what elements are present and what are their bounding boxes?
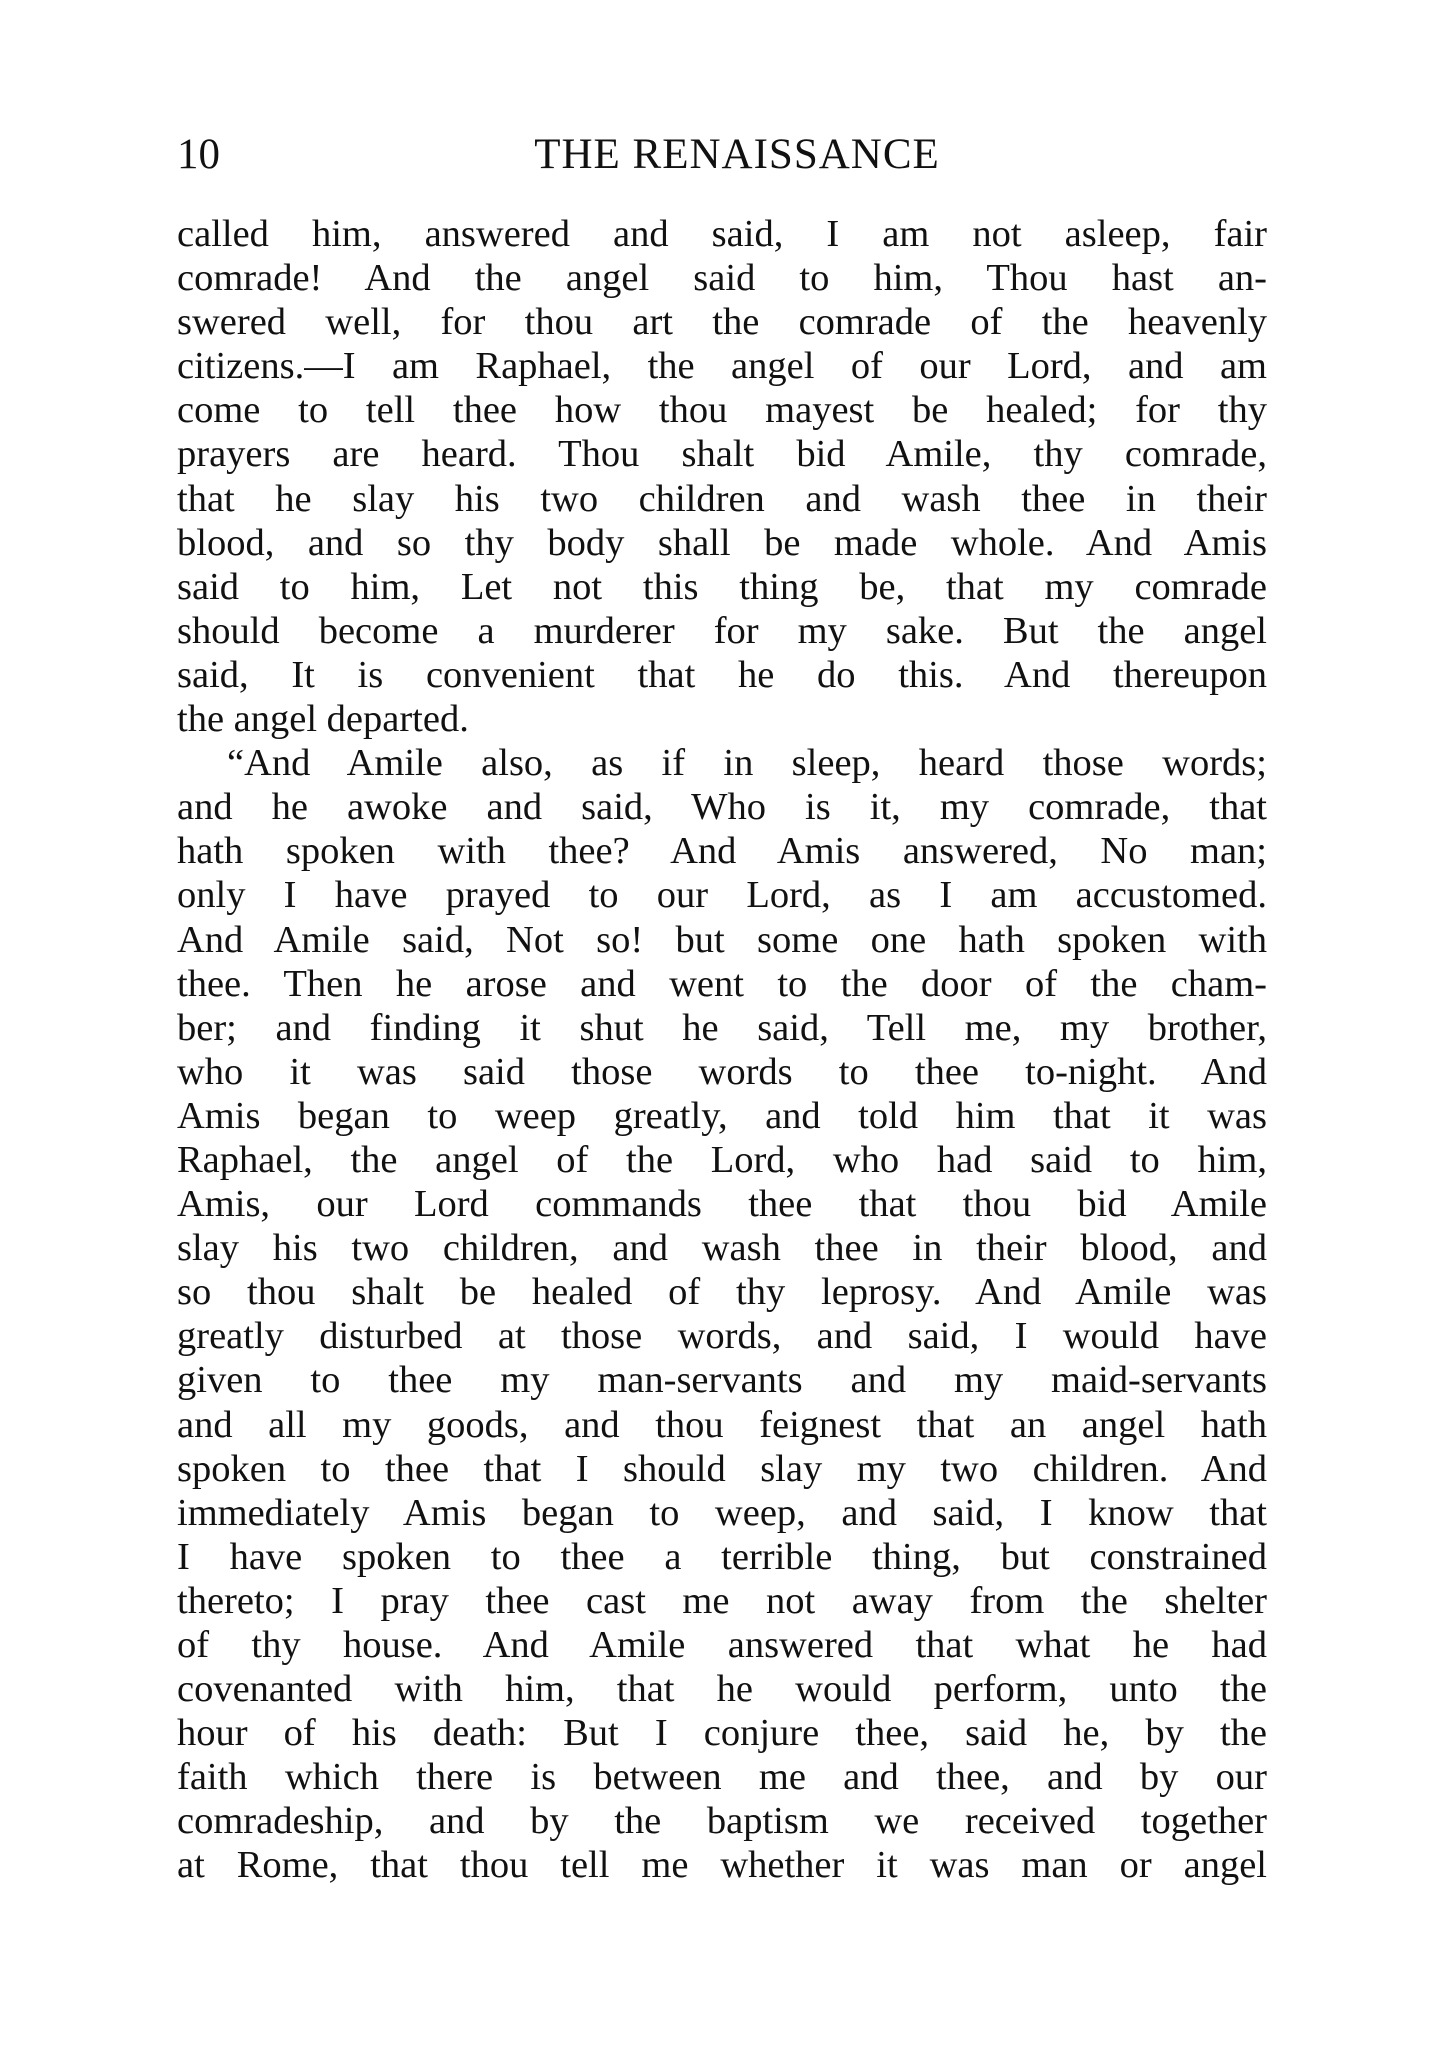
text-line: hath spoken with thee? And Amis answered, No man; <box>177 830 1267 873</box>
text-line: citizens.—I am Raphael, the angel of our Lord, and am <box>177 345 1267 388</box>
text-line: hour of his death: But I conjure thee, said he, by the <box>177 1712 1267 1755</box>
text-line: that he slay his two children and wash thee in their <box>177 477 1267 520</box>
running-title: THE RENAISSANCE <box>534 131 940 178</box>
text-line: should become a murderer for my sake. But the angel <box>177 609 1267 652</box>
text-line: covenanted with him, that he would perform, unto the <box>177 1668 1267 1711</box>
text-line: Amis began to weep greatly, and told him that it was <box>177 1094 1267 1137</box>
text-line: prayers are heard. Thou shalt bid Amile, thy comrade, <box>177 433 1267 476</box>
running-head <box>177 130 1267 180</box>
text-line: who it was said those words to thee to-night. And <box>177 1050 1267 1093</box>
text-line: ber; and finding it shut he said, Tell me, my brother, <box>177 1006 1267 1049</box>
text-line: Raphael, the angel of the Lord, who had said to him, <box>177 1138 1267 1181</box>
text-line: blood, and so thy body shall be made whole. And Amis <box>177 521 1267 564</box>
text-line: “And Amile also, as if in sleep, heard those words; <box>227 742 1267 785</box>
text-line: comrade! And the angel said to him, Thou hast an- <box>177 257 1267 300</box>
body-text <box>177 212 1267 1888</box>
text-line: come to tell thee how thou mayest be healed; for thy <box>177 389 1267 432</box>
text-line: so thou shalt be healed of thy leprosy. And Amile was <box>177 1271 1267 1314</box>
text-line: only I have prayed to our Lord, as I am accustomed. <box>177 874 1267 917</box>
text-line: the angel departed. <box>177 698 469 741</box>
text-line: Amis, our Lord commands thee that thou bid Amile <box>177 1183 1267 1226</box>
text-line: of thy house. And Amile answered that what he had <box>177 1624 1267 1666</box>
paragraph-2 <box>177 741 1267 1887</box>
text-line: at Rome, that thou tell me whether it was man or angel <box>177 1844 1267 1887</box>
text-line: swered well, for thou art the comrade of the heavenly <box>177 301 1267 344</box>
text-line: greatly disturbed at those words, and said, I would have <box>177 1315 1267 1358</box>
page-number: 10 <box>177 131 220 178</box>
text-line: thereto; I pray thee cast me not away from the shelter <box>177 1579 1267 1622</box>
text-line: slay his two children, and wash thee in their blood, and <box>177 1227 1267 1270</box>
text-line: thee. Then he arose and went to the door of the cham- <box>177 962 1267 1005</box>
text-line: faith which there is between me and thee, and by our <box>177 1756 1267 1799</box>
text-line: immediately Amis began to weep, and said, I know that <box>177 1491 1267 1534</box>
text-line: given to thee my man-servants and my maid-servants <box>177 1359 1267 1402</box>
text-line: spoken to thee that I should slay my two children. And <box>177 1447 1267 1490</box>
text-line: comradeship, and by the baptism we received together <box>177 1800 1267 1843</box>
paragraph-1 <box>177 212 1267 741</box>
text-line: said, It is convenient that he do this. And thereupon <box>177 653 1267 696</box>
text-line: called him, answered and said, I am not asleep, fair <box>177 213 1267 255</box>
text-line: and all my goods, and thou feignest that an angel hath <box>177 1403 1267 1446</box>
text-line: I have spoken to thee a terrible thing, but constrained <box>177 1535 1267 1578</box>
text-line: and he awoke and said, Who is it, my comrade, that <box>177 786 1267 829</box>
text-line: said to him, Let not this thing be, that my comrade <box>177 565 1267 608</box>
text-line: And Amile said, Not so! but some one hath spoken with <box>177 918 1267 961</box>
